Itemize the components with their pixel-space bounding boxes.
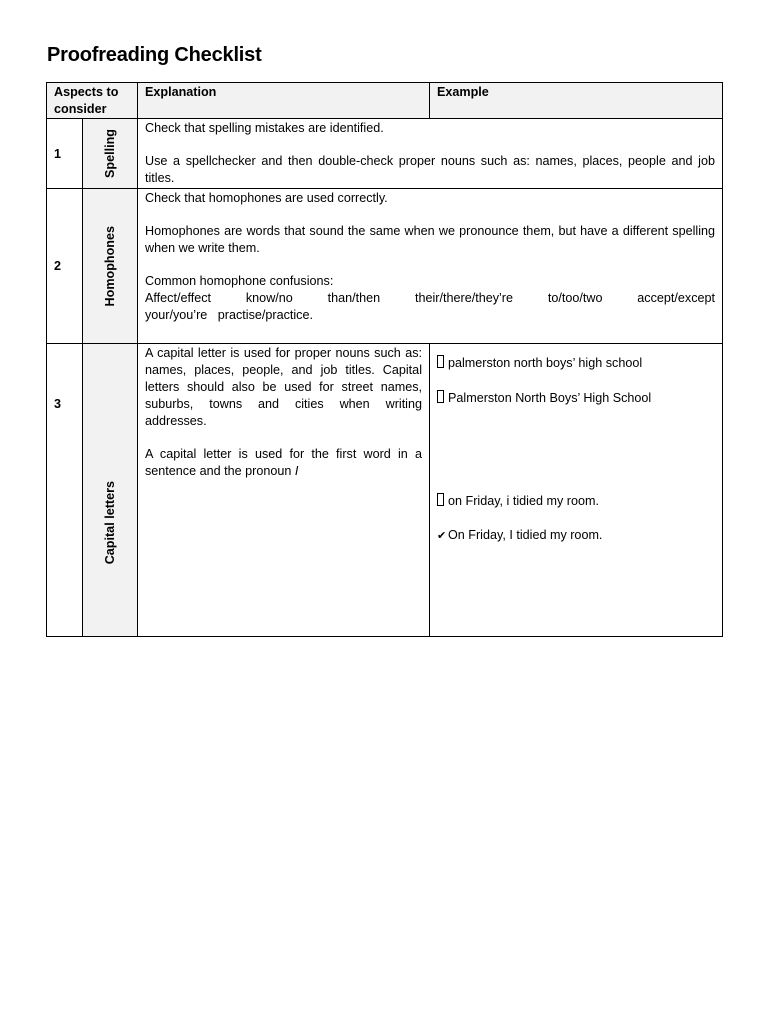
table-row	[47, 189, 723, 344]
header-example: Example	[430, 83, 723, 119]
header-aspects: Aspects to consider	[47, 83, 138, 119]
example-item	[437, 389, 715, 407]
aspect-cell	[83, 189, 138, 344]
page-title: Proofreading Checklist	[47, 44, 262, 66]
table-header-row	[47, 83, 723, 119]
cross-box-icon	[437, 355, 444, 368]
cross-box-icon	[437, 493, 444, 506]
aspect-label-homophones: Homophones	[102, 225, 117, 307]
explanation-text: A capital letter is used for the first word in a sentence and the pronoun I	[145, 447, 422, 478]
explanation-text: Check that homophones are used correctly.	[145, 191, 388, 205]
explanation-text: Check that spelling mistakes are identified.	[145, 121, 384, 135]
example-text: palmerston north boys’ high school	[448, 356, 643, 370]
homophone-list: Affect/effect know/no than/then their/there/they’re to/too/two accept/except	[145, 291, 715, 305]
check-mark-icon: ✔	[437, 530, 447, 542]
pronoun-i: I	[294, 464, 299, 478]
example-text: On Friday, I tidied my room.	[448, 528, 603, 542]
example-item	[437, 354, 715, 372]
row-number: 2	[47, 189, 83, 344]
cross-box-icon	[437, 390, 444, 403]
explanation-text: Use a spellchecker and then double-check proper nouns such as: names, places, people and job titles.	[145, 154, 715, 185]
explanation-text: Common homophone confusions:	[145, 274, 334, 288]
header-explanation: Explanation	[138, 83, 430, 119]
table-row	[47, 344, 723, 637]
explanation-cell	[138, 119, 723, 189]
explanation-cell	[138, 189, 723, 344]
aspect-label-capital-letters: Capital letters	[102, 480, 117, 564]
row-number: 3	[47, 344, 83, 637]
example-cell	[430, 344, 723, 637]
example-text: on Friday, i tidied my room.	[448, 494, 599, 508]
explanation-text: Homophones are words that sound the same when we pronounce them, but have a different spelling when we write them.	[145, 224, 715, 255]
explanation-cell	[138, 344, 430, 637]
aspect-cell	[83, 119, 138, 189]
homophone-list: your/you’re practise/practice.	[145, 308, 313, 322]
proofreading-table	[46, 82, 723, 637]
table-row	[47, 119, 723, 189]
explanation-text: A capital letter is used for proper nouns such as: names, places, people, and job titles. Capital letters should also be used for street names, suburbs, towns and cities when writing addresses.	[145, 346, 422, 428]
example-item	[437, 527, 715, 545]
example-item	[437, 492, 715, 510]
aspect-label-spelling: Spelling	[102, 129, 117, 178]
row-number: 1	[47, 119, 83, 189]
aspect-cell	[83, 344, 138, 637]
example-text: Palmerston North Boys’ High School	[448, 391, 652, 405]
